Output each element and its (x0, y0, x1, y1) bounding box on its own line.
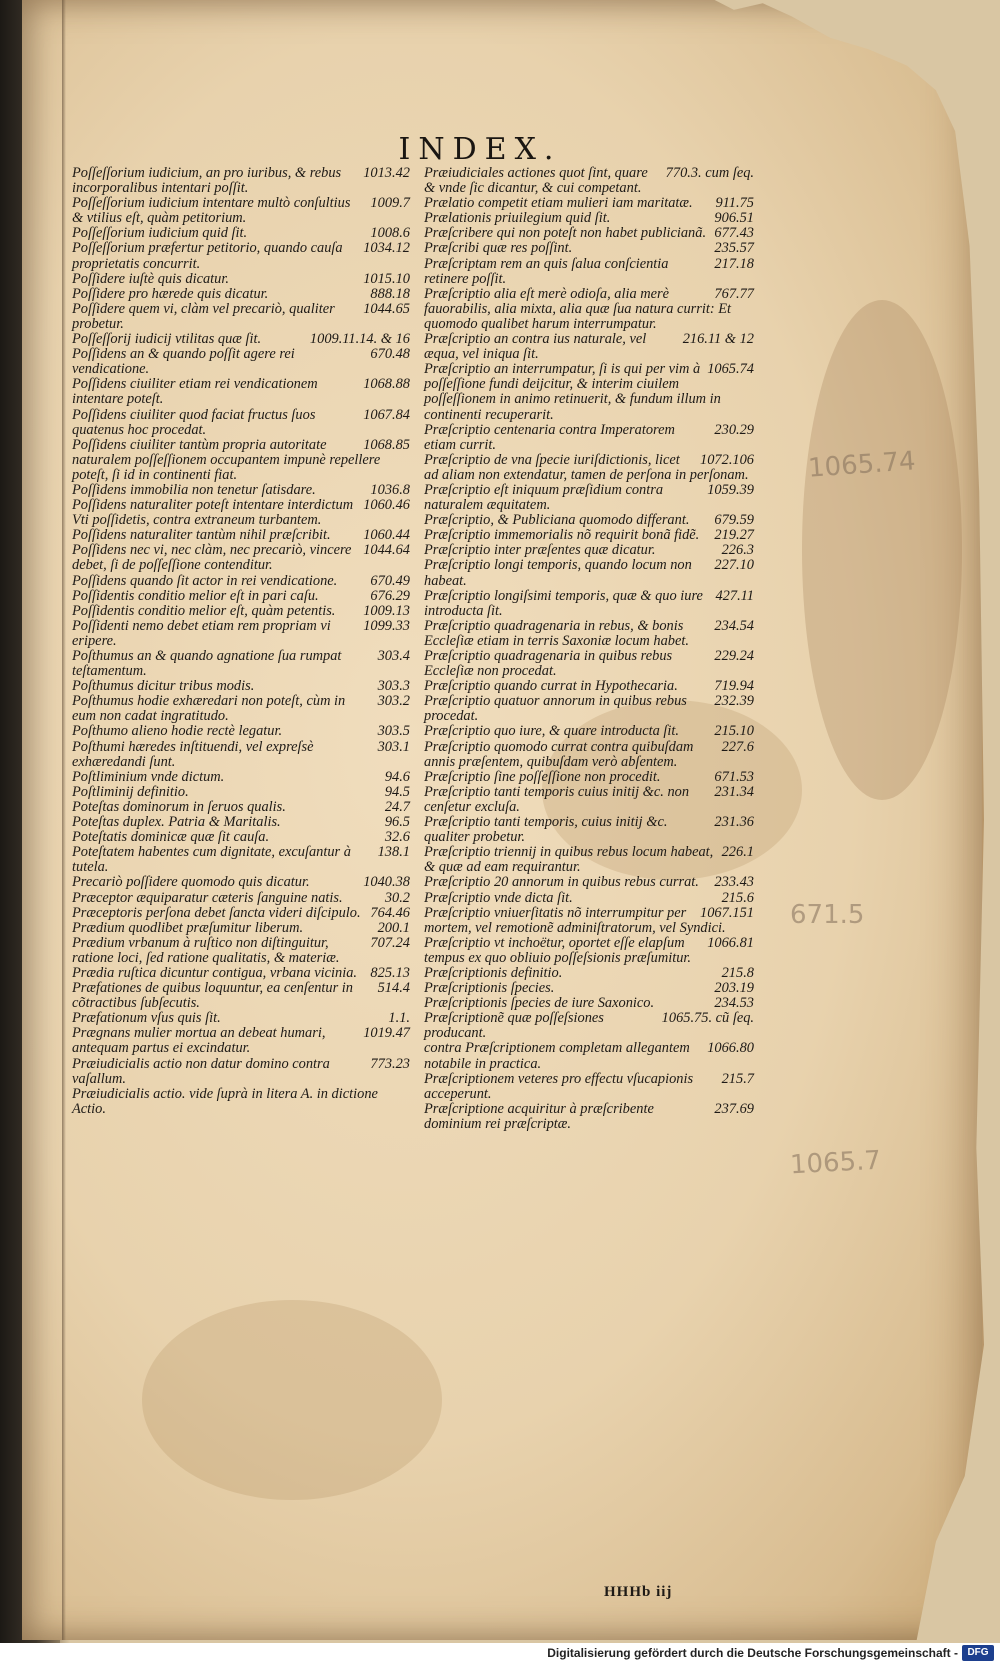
index-entry (72, 272, 410, 287)
page-reference: 764.46 (370, 904, 410, 921)
page-reference: 215.6 (721, 889, 754, 906)
entry-text: Præſcriptio quadragenaria in rebus, & bonis Eccleſiæ etiam in terris Saxoniæ locum habet. (424, 617, 689, 649)
page-reference: 232.39 (714, 693, 754, 710)
index-entry (72, 332, 410, 347)
index-entry (72, 528, 410, 543)
entry-text: Poſtliminij definitio. (72, 783, 189, 800)
entry-text: Poſſidenti nemo debet etiam rem propriam vi eripere. (72, 617, 331, 649)
page-reference: 138.1 (377, 844, 410, 861)
page-fold (62, 0, 66, 1640)
page-reference: 230.29 (714, 421, 754, 438)
page-reference: 719.94 (714, 678, 754, 695)
entry-text: Poſtliminium vnde dictum. (72, 768, 225, 785)
index-entry (424, 332, 754, 362)
entry-text: Precariò poſſidere quomodo quis dicatur. (72, 874, 310, 891)
entry-text: Præſcribi quæ res poſſint. (424, 240, 573, 257)
index-entry (424, 966, 754, 981)
entry-text: Præiudicialis actio. vide ſuprà in litera A. in dictione Actio. (72, 1085, 378, 1117)
index-entry (424, 1072, 754, 1102)
entry-text: Poſſidens ciuiliter quod faciat fructus ſuos quatenus hoc procedat. (72, 406, 316, 438)
entry-text: Poſſidentis conditio melior eſt, quàm petentis. (72, 602, 336, 619)
entry-text: Poſſidens quando ſit actor in rei vendicatione. (72, 572, 338, 589)
page-reference: 1.1. (388, 1010, 410, 1027)
index-entry (424, 166, 754, 196)
index-entry (72, 408, 410, 438)
entry-text: Prælationis priuilegium quid ſit. (424, 210, 611, 227)
entry-text: Poteſtas dominorum in ſeruos qualis. (72, 798, 286, 815)
index-entry (72, 302, 410, 332)
entry-text: Præſcriptio immemorialis nõ requirit bonã fidẽ. (424, 527, 700, 544)
index-entry (72, 830, 410, 845)
entry-text: Præſcriptionem veteres pro effectu vſucapionis acceperunt. (424, 1070, 694, 1102)
entry-text: Præſcriptionis ſpecies de iure Saxonico. (424, 995, 655, 1012)
page-reference: 1019.47 (363, 1025, 410, 1042)
page-reference: 679.59 (714, 512, 754, 529)
entry-text: Poſſeſſorium iudicium intentare multò conſultius & vtilius eſt, quàm petitorium. (72, 195, 351, 227)
index-entry (72, 679, 410, 694)
page-reference: 707.24 (370, 934, 410, 951)
page-reference: 203.19 (714, 980, 754, 997)
index-entry (72, 574, 410, 589)
index-entry (72, 287, 410, 302)
page-reference: 226.3 (721, 542, 754, 559)
entry-text: Poſthumus dicitur tribus modis. (72, 678, 255, 695)
index-entry (424, 513, 754, 528)
page-reference: 1009.7 (370, 195, 410, 212)
page-reference: 1013.42 (363, 165, 410, 181)
page-reference: 906.51 (714, 210, 754, 227)
page-reference: 1099.33 (363, 617, 410, 634)
index-entry (72, 1087, 410, 1117)
page-reference: 231.36 (714, 814, 754, 831)
index-entry (72, 785, 410, 800)
entry-text: Præiudiciales actiones quot ſint, quare & vnde ſic dicantur, & cui competant. (424, 165, 648, 197)
index-entry (424, 589, 754, 619)
entry-text: Poſſidens immobilia non tenetur ſatisdare. (72, 481, 316, 498)
index-entry (424, 211, 754, 226)
index-entry (72, 966, 410, 981)
index-entry (424, 619, 754, 649)
entry-text: Præſcriptio, & Publiciana quomodo differant. (424, 512, 690, 529)
page-reference: 1044.65 (363, 300, 410, 317)
index-entry (72, 815, 410, 830)
page-reference: 514.4 (377, 980, 410, 997)
entry-text: Præſcribere qui non poteſt non habet publicianã. (424, 225, 707, 242)
index-entry (424, 770, 754, 785)
page-reference: 1009.13 (363, 602, 410, 619)
entry-text: Præſcriptio vnde dicta ſit. (424, 889, 573, 906)
entry-text: Præſcriptio vniuerſitatis nõ interrumpitur per mortem, vel remotionẽ adminiſtratorum, vel Syndici. (424, 904, 726, 936)
entry-text: Præceptoris perſona debet ſancta videri diſcipulo. (72, 904, 361, 921)
page-reference: 1009.11.14. & 16 (309, 331, 410, 348)
entry-text: Præſcriptio ſine poſſeſſione non procedit. (424, 768, 661, 785)
entry-text: Præfationes de quibus loquuntur, ea cenſentur in cõtractibus ſubſecutis. (72, 980, 353, 1012)
index-entry (424, 891, 754, 906)
index-entry (424, 740, 754, 770)
page-reference: 767.77 (714, 285, 754, 302)
index-entry (72, 1057, 410, 1087)
entry-text: Præſcriptio an interrumpatur, ſi is qui per vim à poſſeſſione fundi deijcitur, & interim ciuilem poſſeſſionem in animo retinuerit, & fundum illum in continenti recuperarit. (424, 361, 721, 423)
page-reference: 676.29 (370, 587, 410, 604)
catchword-signature: HHHb iij (604, 1584, 673, 1600)
page-reference: 911.75 (715, 195, 754, 212)
index-entry (424, 423, 754, 453)
index-entry (72, 166, 410, 196)
page-reference: 1034.12 (363, 240, 410, 257)
page-reference: 235.57 (714, 240, 754, 257)
pencil-note: 1065.7 (789, 1145, 882, 1181)
index-entry (72, 875, 410, 890)
page-reference: 1066.81 (707, 934, 754, 951)
page-reference: 1040.38 (363, 874, 410, 891)
page-reference: 671.53 (714, 768, 754, 785)
index-entry (72, 740, 410, 770)
page-reference: 216.11 & 12 (682, 331, 754, 348)
entry-text: Præſcriptione acquiritur à præſcribente dominium rei præſcriptæ. (424, 1100, 654, 1132)
entry-text: Poſſidentis conditio melior eſt in pari caſu. (72, 587, 319, 604)
page-reference: 215.7 (721, 1070, 754, 1087)
entry-text: Præſcriptionis ſpecies. (424, 980, 555, 997)
page-reference: 303.3 (377, 678, 410, 695)
entry-text: Poſſidens ciuiliter tantùm propria autoritate naturalem poſſeſſionem occupantem impunè repellere poteſt, ſi id in continenti fiat. (72, 436, 381, 483)
entry-text: Poſſidens ciuiliter etiam rei vendicationem intentare poteſt. (72, 376, 318, 408)
index-entry (72, 906, 410, 921)
page-reference: 888.18 (370, 285, 410, 302)
page-reference: 215.10 (714, 723, 754, 740)
page-reference: 303.5 (377, 723, 410, 740)
entry-text: Præſcriptio quo iure, & quare introducta ſit. (424, 723, 680, 740)
page-reference: 94.6 (384, 768, 410, 785)
index-entry (424, 694, 754, 724)
entry-text: Præſcriptam rem an quis ſalua conſcientia retinere poſſit. (424, 255, 669, 287)
index-entry (72, 196, 410, 226)
index-entry (72, 1026, 410, 1056)
index-entry (72, 845, 410, 875)
index-entry (72, 619, 410, 649)
page-reference: 229.24 (714, 648, 754, 664)
index-entry (72, 589, 410, 604)
page-reference: 94.5 (384, 783, 410, 800)
index-entry (424, 1102, 754, 1132)
index-entry (72, 543, 410, 573)
page-reference: 1065.74 (707, 361, 754, 378)
page-reference: 1068.88 (363, 376, 410, 393)
index-entry (424, 528, 754, 543)
entry-text: Præceptor æquiparatur cæteris ſanguine natis. (72, 889, 343, 906)
index-entry (72, 1011, 410, 1026)
page-reference: 670.49 (370, 572, 410, 589)
page-reference: 219.27 (714, 527, 754, 544)
page-reference: 1059.39 (707, 481, 754, 498)
index-column-right (424, 166, 754, 1132)
entry-text: Præſcriptio longi temporis, quando locum non habeat. (424, 557, 692, 589)
index-entry (424, 1041, 754, 1071)
index-entry (424, 241, 754, 256)
page-reference: 30.2 (384, 889, 410, 906)
page-reference: 1065.75. cũ ſeq. (661, 1010, 754, 1027)
page-reference: 1060.44 (363, 527, 410, 544)
entry-text: Præſcriptio vt inchoëtur, oportet eſſe elapſum tempus ex quo obliuio poſſeſsionis præſumitur. (424, 934, 692, 966)
page-reference: 217.18 (714, 255, 754, 272)
entry-text: Poteſtatis dominicæ quæ ſit cauſa. (72, 829, 270, 846)
entry-text: Præiudicialis actio non datur domino contra vaſallum. (72, 1055, 330, 1087)
entry-text: Præſcriptio 20 annorum in quibus rebus currat. (424, 874, 699, 891)
index-entry (72, 377, 410, 407)
index-entry (424, 226, 754, 241)
index-entry (424, 981, 754, 996)
page-reference: 670.48 (370, 346, 410, 363)
page-reference: 200.1 (377, 919, 410, 936)
entry-text: Poſſeſſorium iudicium quid ſit. (72, 225, 248, 242)
index-entry (424, 815, 754, 845)
pencil-note: 671.5 (790, 900, 865, 930)
index-entry (424, 257, 754, 287)
entry-text: Prædium quodlibet præſumitur liberum. (72, 919, 304, 936)
index-entry (72, 800, 410, 815)
page-reference: 825.13 (370, 964, 410, 981)
entry-text: Præſcriptio quatuor annorum in quibus rebus procedat. (424, 693, 687, 725)
page-reference: 234.54 (714, 617, 754, 634)
index-entry (424, 785, 754, 815)
entry-text: Prædia ruſtica dicuntur contigua, vrbana vicinia. (72, 964, 357, 981)
page-reference: 1036.8 (370, 481, 410, 498)
index-entry (424, 287, 754, 332)
index-column-left (72, 166, 410, 1117)
footer-bar (0, 1643, 1000, 1664)
index-entry (424, 875, 754, 890)
entry-text: Poſthumo alieno hodie rectè legatur. (72, 723, 283, 740)
page-reference: 303.1 (377, 738, 410, 755)
entry-text: Poſſeſſorij iudicij vtilitas quæ ſit. (72, 331, 262, 348)
page-reference: 237.69 (714, 1100, 754, 1117)
entry-text: Præſcriptio quando currat in Hypothecaria. (424, 678, 678, 695)
entry-text: Poſſeſſorium iudicium, an pro iuribus, & rebus incorporalibus intentari poſſit. (72, 165, 342, 197)
index-entry (72, 226, 410, 241)
index-entry (72, 347, 410, 377)
index-entry (72, 604, 410, 619)
index-entry (424, 558, 754, 588)
entry-text: Poſſeſſorium præfertur petitorio, quando cauſa proprietatis concurrit. (72, 240, 343, 272)
entry-text: Poſſidens nec vi, nec clàm, nec precariò, vincere debet, ſi de poſſeſſione contenditur. (72, 542, 352, 574)
index-entry (424, 543, 754, 558)
entry-text: Præſcriptio quadragenaria in quibus rebus Eccleſiæ non procedat. (424, 648, 673, 680)
entry-text: Poſſidere quem vi, clàm vel precariò, qualiter probetur. (72, 300, 335, 332)
entry-text: Præſcriptio longiſsimi temporis, quæ & quo iure introducta ſit. (424, 587, 703, 619)
entry-text: Poſſidens an & quando poſſit agere rei vendicatione. (72, 346, 295, 378)
page-reference: 1015.10 (363, 270, 410, 287)
page-reference: 773.23 (370, 1055, 410, 1072)
entry-text: Poſthumus hodie exhæredari non poteſt, cùm in eum non cadat ingratitudo. (72, 693, 346, 725)
entry-text: Poſthumi hæredes inſtituendi, vel expreſsè exhæredandi ſunt. (72, 738, 314, 770)
page-reference: 1008.6 (370, 225, 410, 242)
page-reference: 427.11 (715, 587, 754, 604)
index-entry (72, 694, 410, 724)
page-reference: 233.43 (714, 874, 754, 891)
page-reference: 215.8 (721, 964, 754, 981)
index-entry (424, 1011, 754, 1041)
entry-text: Prælatio competit etiam mulieri iam maritatæ. (424, 195, 693, 212)
index-entry (72, 770, 410, 785)
page-title: INDEX. (398, 132, 562, 167)
page-reference: 303.4 (377, 648, 410, 664)
entry-text: Poſſidens naturaliter poteſt intentare interdictum Vti poſſidetis, contra extraneum turbantem. (72, 497, 354, 529)
page-reference: 24.7 (384, 798, 410, 815)
page-reference: 303.2 (377, 693, 410, 710)
entry-text: Præſcriptio alia eſt merè odioſa, alia merè fauorabilis, alia mixta, alia quæ ſua natura currit: Et quomodo qualibet harum interrumpatur. (424, 285, 732, 332)
page-reference: 32.6 (384, 829, 410, 846)
index-entry (424, 362, 754, 422)
page-reference: 770.3. cum ſeq. (665, 165, 754, 181)
page-reference: 1044.64 (363, 542, 410, 559)
entry-text: Præſcriptionis definitio. (424, 964, 563, 981)
index-entry (72, 498, 410, 528)
page-reference: 231.34 (714, 783, 754, 800)
entry-text: Præſcriptio eſt iniquum præſidium contra naturalem æquitatem. (424, 481, 664, 514)
index-entry (72, 438, 410, 483)
page-reference: 227.10 (714, 557, 754, 574)
dfg-logo: DFG (962, 1645, 994, 1661)
index-entry (72, 649, 410, 679)
index-entry (424, 996, 754, 1011)
entry-text: Præſcriptio centenaria contra Imperatorem etiam currit. (424, 421, 675, 453)
entry-text: Præfationum vſus quis ſit. (72, 1010, 221, 1027)
index-entry (72, 981, 410, 1011)
entry-text: Præſcriptio de vna ſpecie iuriſdictionis, licet ad aliam non extendatur, tamen de perſona in perſonam. (424, 451, 749, 483)
entry-text: Præſcriptionẽ quæ poſſeſsiones producant. (424, 1010, 604, 1042)
entry-text: Prægnans mulier mortua an debeat humari, antequam partus ei excindatur. (72, 1025, 326, 1057)
entry-text: Prædium vrbanum à ruſtico non diſtinguitur, ratione loci, ſed ratione qualitatis, & materiæ. (72, 934, 340, 966)
entry-text: Præſcriptio tanti temporis, cuius initij &c. qualiter probetur. (424, 814, 668, 846)
entry-text: contra Præſcriptionem completam allegantem notabile in practica. (424, 1040, 690, 1072)
entry-text: Poſſidere pro hærede quis dicatur. (72, 285, 269, 302)
entry-text: Præſcriptio quomodo currat contra quibuſdam annis præſentem, quibuſdam verò abſentem. (424, 738, 694, 770)
index-entry (424, 679, 754, 694)
page-reference: 1067.84 (363, 406, 410, 423)
page-reference: 1072.106 (700, 451, 754, 468)
index-entry (424, 649, 754, 679)
page-reference: 227.6 (721, 738, 754, 755)
page-reference: 1067.151 (700, 904, 754, 921)
index-entry (424, 906, 754, 936)
page-reference: 234.53 (714, 995, 754, 1012)
index-entry (424, 724, 754, 739)
index-entry (72, 483, 410, 498)
page-reference: 1068.85 (363, 436, 410, 453)
page-reference: 677.43 (714, 225, 754, 242)
entry-text: Poſthumus an & quando agnatione ſua rumpat teſtamentum. (72, 648, 342, 680)
index-entry (72, 724, 410, 739)
entry-text: Poſſidere iuſtè quis dicatur. (72, 270, 229, 287)
entry-text: Poteſtas duplex. Patria & Maritalis. (72, 814, 281, 831)
page-reference: 1060.46 (363, 497, 410, 514)
index-entry (424, 936, 754, 966)
page-reference: 226.1 (721, 844, 754, 861)
funding-notice: Digitalisierung gefördert durch die Deutsche Forschungsgemeinschaft - (547, 1646, 958, 1660)
index-entry (424, 453, 754, 483)
entry-text: Præſcriptio inter præſentes quæ dicatur. (424, 542, 656, 559)
index-entry (424, 845, 754, 875)
entry-text: Poſſidens naturaliter tantùm nihil præſcribit. (72, 527, 331, 544)
pencil-note: 1065.74 (807, 446, 917, 484)
page-reference: 96.5 (384, 814, 410, 831)
entry-text: Præſcriptio triennij in quibus rebus locum habeat, & quæ ad eam requirantur. (424, 844, 714, 876)
entry-text: Poteſtatem habentes cum dignitate, excuſantur à tutela. (72, 844, 351, 876)
index-entry (424, 196, 754, 211)
index-entry (72, 891, 410, 906)
index-entry (72, 936, 410, 966)
index-entry (424, 483, 754, 513)
entry-text: Præſcriptio an contra ius naturale, vel æqua, vel iniqua ſit. (424, 331, 647, 363)
index-entry (72, 921, 410, 936)
index-entry (72, 241, 410, 271)
page-reference: 1066.80 (707, 1040, 754, 1057)
entry-text: Præſcriptio tanti temporis cuius initij &c. non cenſetur excluſa. (424, 783, 690, 815)
